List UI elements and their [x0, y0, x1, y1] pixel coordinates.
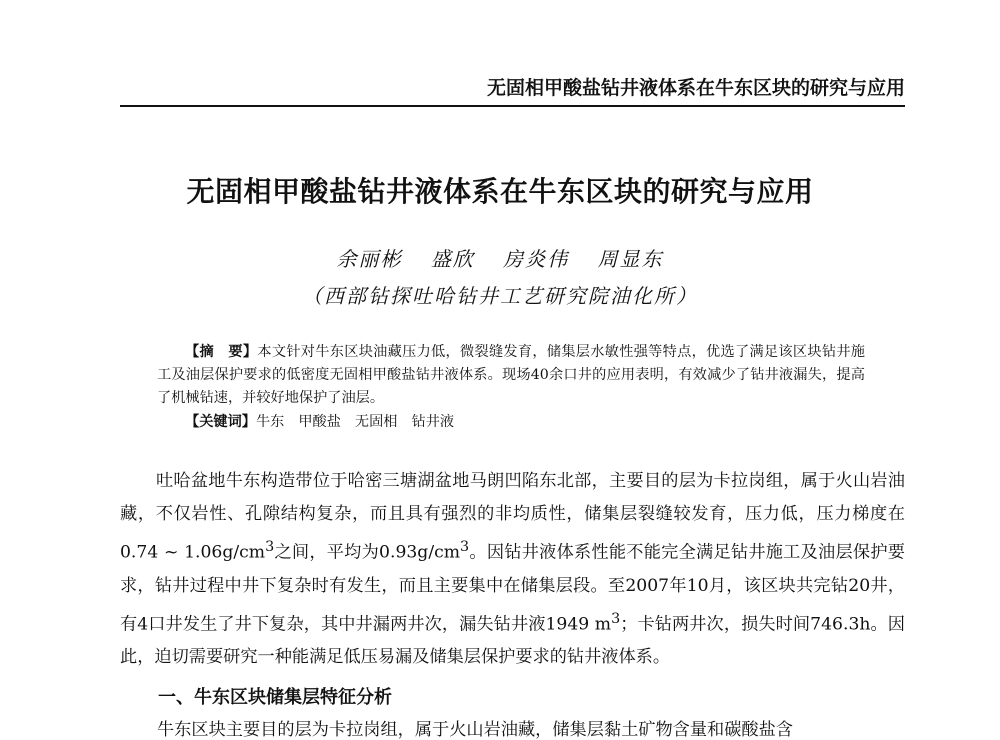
body-text-segment: 。因钻井液体系性能不能完全满足钻井施工及油层保护要求，钻井过程中井下复杂时有发生，而且主要集中在储集层段。至2007年10月，该区块共完钻20井，有4口井发生了井下复杂，其中井漏两井次，漏失钻井液1949 m	[120, 542, 905, 635]
keyword: 钻井液	[411, 414, 455, 430]
abstract-text: 本文针对牛东区块油藏压力低，微裂缝发育，储集层水敏性强等特点，优选了满足该区块钻井施工及油层保护要求的低密度无固相甲酸盐钻井液体系。现场40余口井的应用表明，有效减少了钻井液漏失，提高了机械钻速，并较好地保护了油层。	[157, 344, 865, 406]
author-name: 余丽彬	[336, 247, 403, 271]
keyword: 牛东	[255, 414, 285, 430]
author-name: 周显东	[597, 247, 664, 271]
keywords	[185, 411, 468, 434]
superscript: 3	[611, 610, 621, 627]
body-text-segment: ；卡钻两井次，损失时间746.3h。因此，迫切需要研究一种能满足低压易漏及储集层保护要求的钻井液体系。	[120, 614, 905, 668]
keywords-label: 【关键词】	[185, 414, 256, 430]
superscript: 3	[265, 539, 275, 555]
header-rule	[120, 105, 905, 107]
section-heading: 一、牛东区块储集层特征分析	[158, 687, 392, 708]
body-paragraph-cut: 牛东区块主要目的层为卡拉岗组，属于火山岩油藏，储集层黏土矿物含量和碳酸盐含	[157, 720, 793, 740]
affiliation: （西部钻探吐哈钻井工艺研究院油化所）	[302, 284, 698, 308]
abstract-label: 【摘 要】	[185, 344, 258, 360]
author-list	[0, 243, 1000, 272]
paper-title: 无固相甲酸盐钻井液体系在牛东区块的研究与应用	[186, 175, 814, 208]
body-text-segment: 吐哈盆地牛东构造带位于哈密三塘湖盆地马朗凹陷东北部，主要目的层为卡拉岗组，属于火山岩油藏，不仅岩性、孔隙结构复杂，而且具有强烈的非均质性，储集层裂缝较发育，压力低，压力梯度在0.74 ~ 1.06g/cm	[120, 471, 905, 563]
author-name: 房炎伟	[503, 247, 570, 271]
body-text-segment: 之间，平均为0.93g/cm	[274, 542, 461, 563]
author-name: 盛欣	[430, 247, 475, 271]
keyword: 无固相	[354, 414, 398, 430]
abstract	[157, 341, 865, 410]
keyword: 甲酸盐	[298, 414, 341, 430]
body-paragraph	[120, 465, 905, 674]
superscript: 3	[460, 539, 470, 555]
running-header: 无固相甲酸盐钻井液体系在牛东区块的研究与应用	[486, 77, 905, 99]
